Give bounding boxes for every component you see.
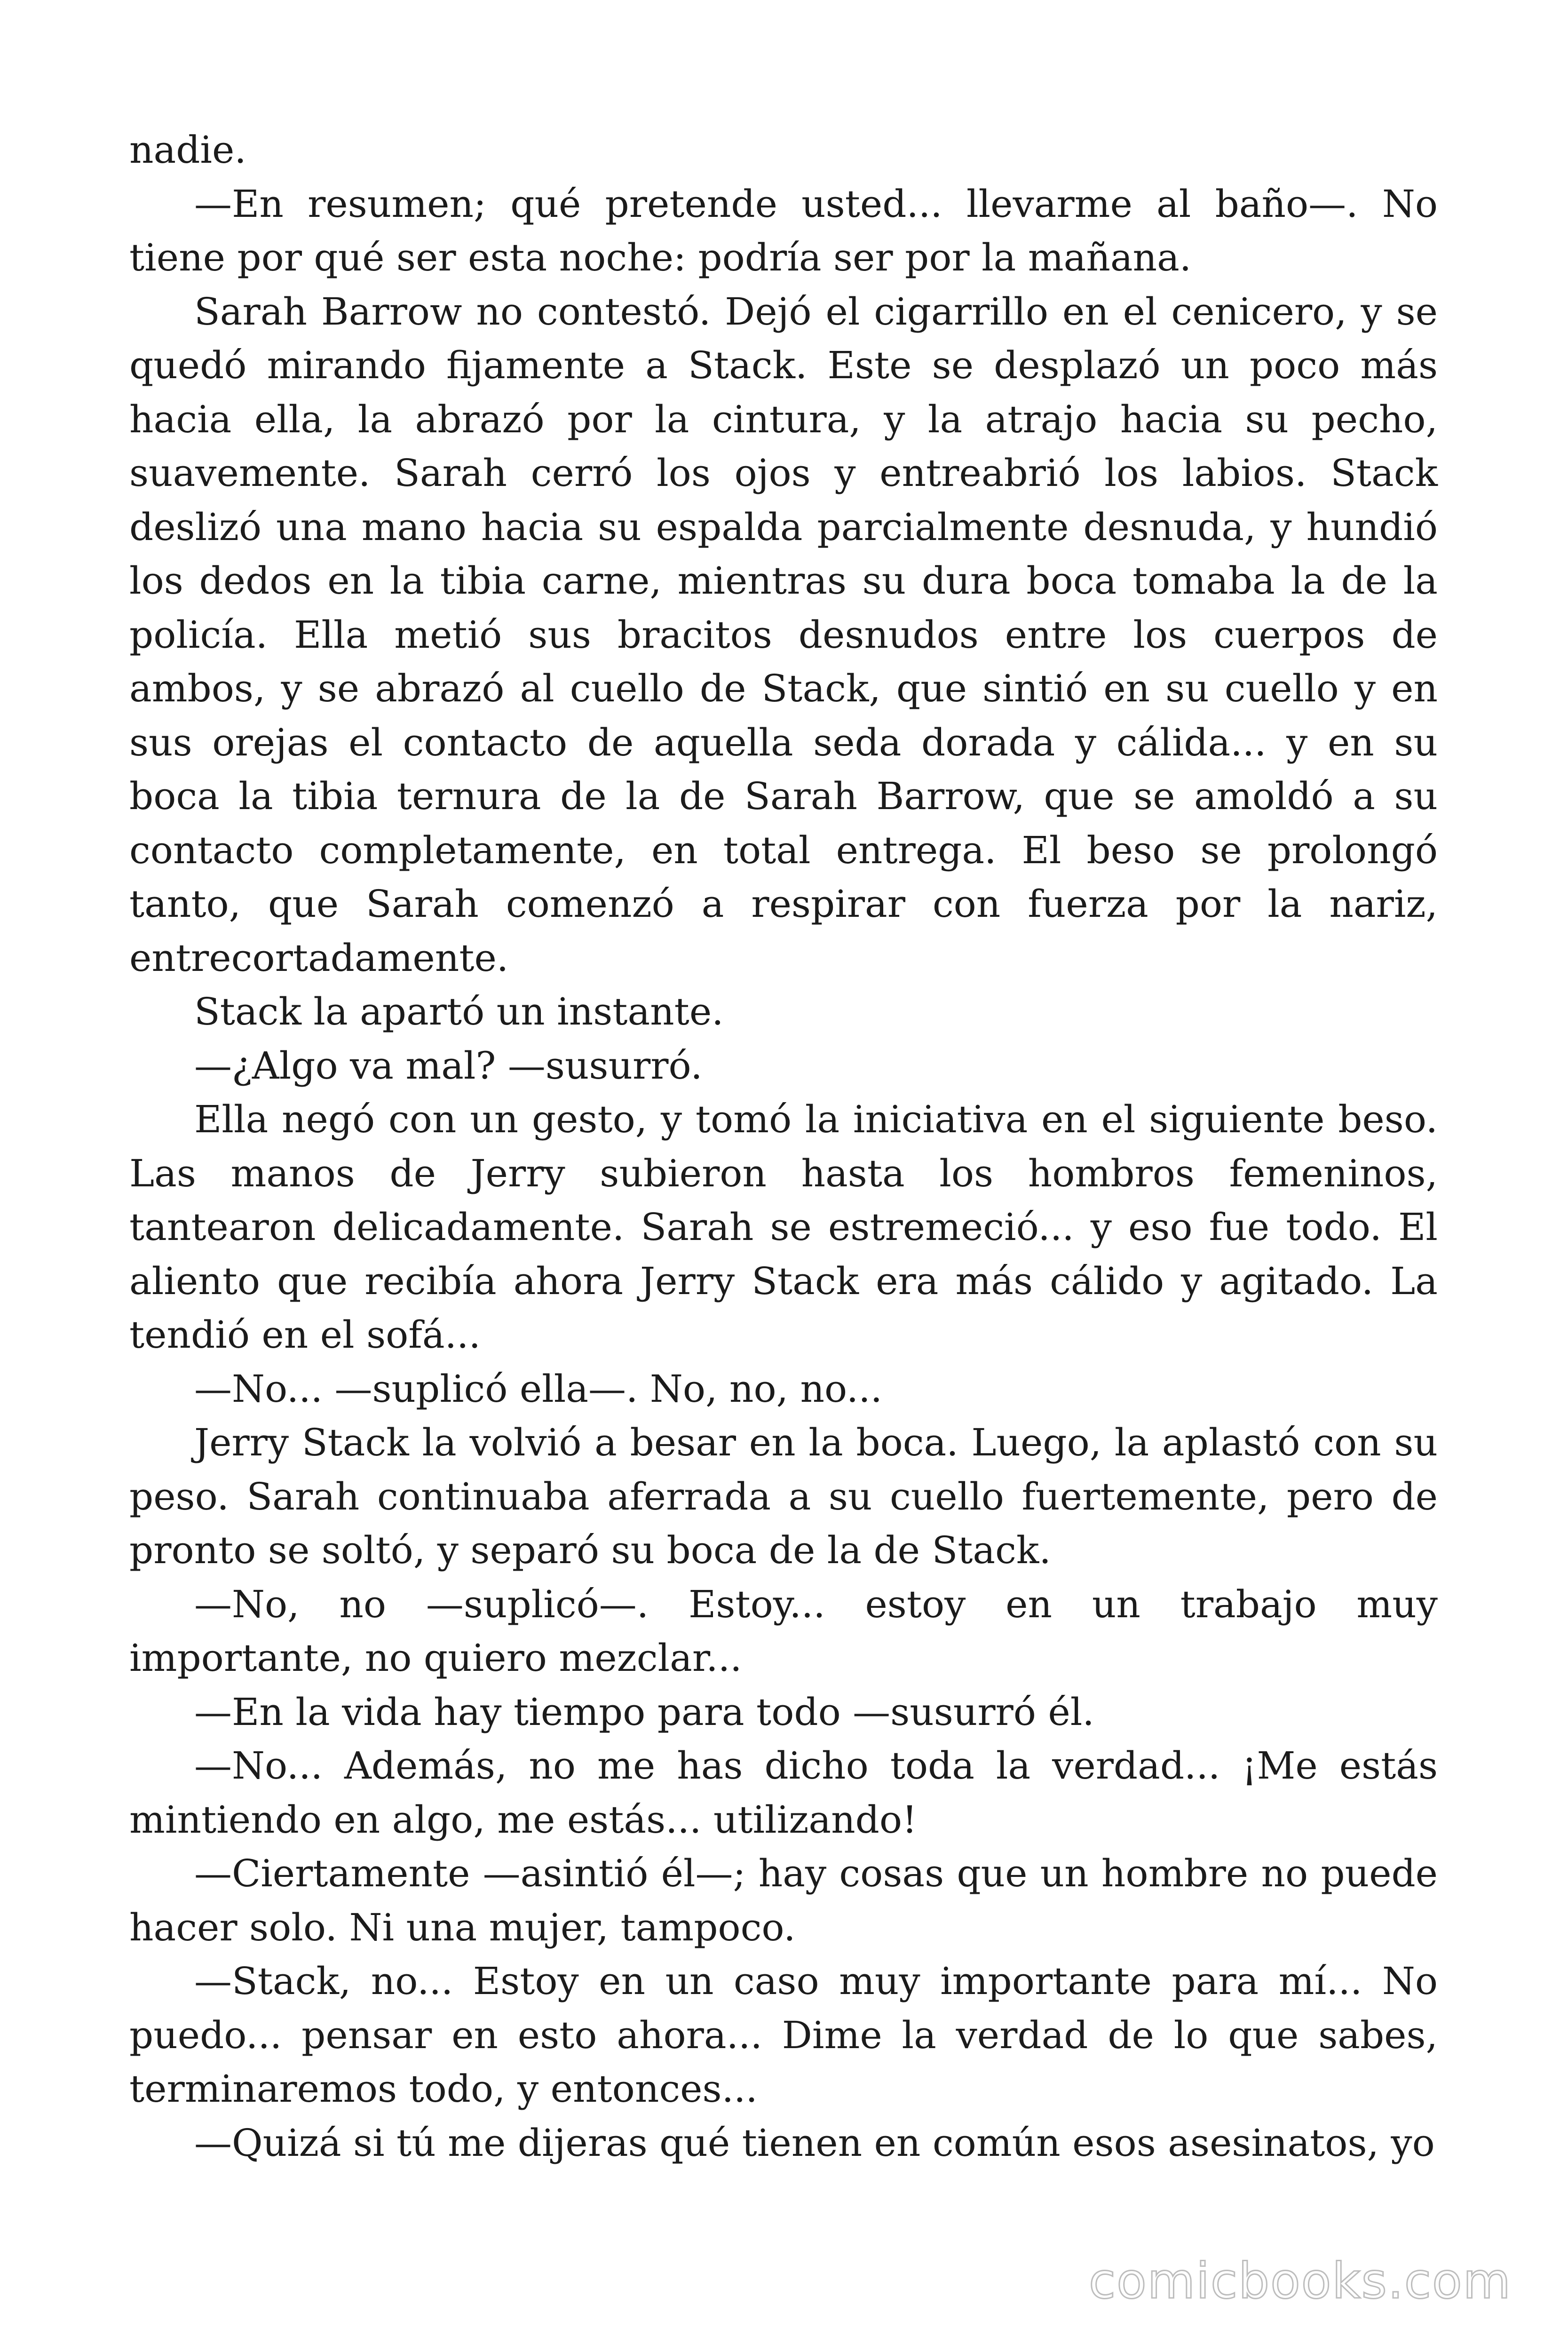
paragraph-continuation: nadie. <box>129 128 246 172</box>
paragraph: —Stack, no... Estoy en un caso muy importante para mí... No puedo... pensar en esto ahora... Dime la verdad de lo que sabes, terminaremos todo, y entonces... <box>129 1959 1438 2111</box>
paragraph: —No... Además, no me has dicho toda la verdad... ¡Me estás mintiendo en algo, me estás... utilizando! <box>129 1744 1438 1842</box>
body-text <box>129 123 1438 2170</box>
paragraph-last: —Quizá si tú me dijeras qué tienen en común esos asesinatos, yo <box>194 2121 1435 2165</box>
paragraph: Sarah Barrow no contestó. Dejó el cigarrillo en el cenicero, y se quedó mirando fijamente a Stack. Este se desplazó un poco más hacia ella, la abrazó por la cintura, y la atrajo hacia su pecho, suavemente. Sarah cerró los ojos y entreabrió los labios. Stack deslizó una mano hacia su espalda parcialmente desnuda, y hundió los dedos en la tibia carne, mientras su dura boca tomaba la de la policía. Ella metió sus bracitos desnudos entre los cuerpos de ambos, y se abrazó al cuello de Stack, que sintió en su cuello y en sus orejas el contacto de aquella seda dorada y cálida... y en su boca la tibia ternura de la de Sarah Barrow, que se amoldó a su contacto completamente, en total entrega. El beso se prolongó tanto, que Sarah comenzó a respirar con fuerza por la nariz, entrecortadamente. <box>129 289 1438 980</box>
paragraph: —¿Algo va mal? —susurró. <box>194 1043 703 1088</box>
watermark-text: comicbooks.com <box>1088 2252 1512 2310</box>
paragraph: —Ciertamente —asintió él—; hay cosas que un hombre no puede hacer solo. Ni una mujer, tampoco. <box>129 1851 1438 1949</box>
paragraph: Jerry Stack la volvió a besar en la boca. Luego, la aplastó con su peso. Sarah continuaba aferrada a su cuello fuertemente, pero de pronto se soltó, y separó su boca de la de Stack. <box>129 1421 1438 1572</box>
paragraph: Ella negó con un gesto, y tomó la iniciativa en el siguiente beso. Las manos de Jerry subieron hasta los hombros femeninos, tantearon delicadamente. Sarah se estremeció... y eso fue todo. El aliento que recibía ahora Jerry Stack era más cálido y agitado. La tendió en el sofá... <box>129 1097 1438 1357</box>
paragraph: —No, no —suplicó—. Estoy... estoy en un trabajo muy importante, no quiero mezclar... <box>129 1582 1438 1680</box>
paragraph: Stack la apartó un instante. <box>194 990 724 1033</box>
paragraph: —No... —suplicó ella—. No, no, no... <box>194 1367 883 1411</box>
paragraph: —En resumen; qué pretende usted... llevarme al baño—. No tiene por qué ser esta noche: podría ser por la mañana. <box>129 182 1438 279</box>
paragraph: —En la vida hay tiempo para todo —susurró él. <box>194 1690 1094 1734</box>
